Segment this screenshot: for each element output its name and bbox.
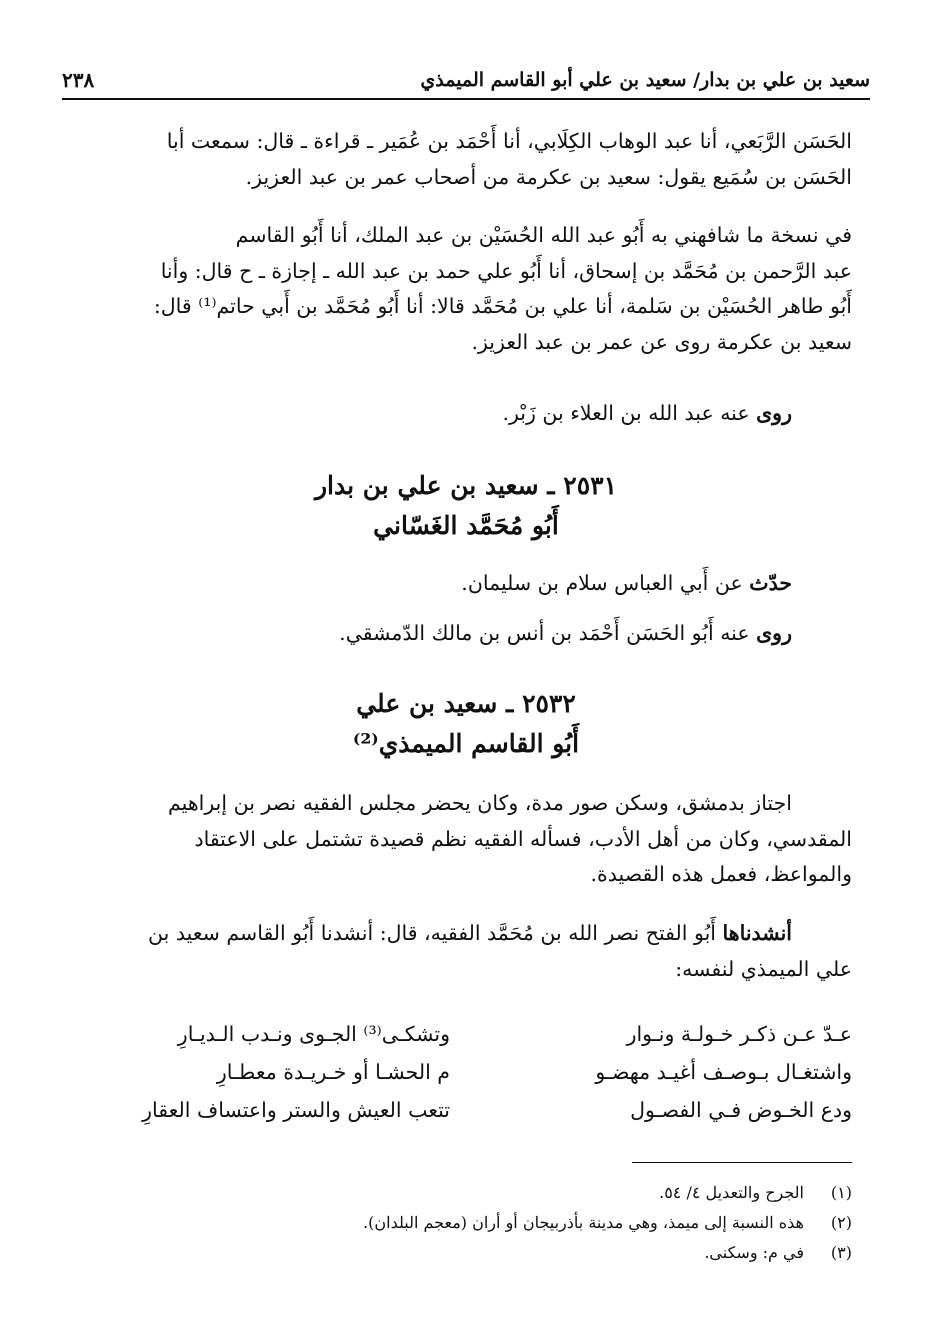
entry-2532-kunya: أَبُو القاسم الميمذي⁽²⁾ <box>352 729 580 758</box>
entry-2531-title <box>80 466 852 546</box>
entry-2532-name: ٢٥٣٢ ـ سعيد بن علي <box>356 689 576 718</box>
text-line: عبد الرَّحمن بن مُحَمَّد بن إسحاق، أنا أَبُو علي حمد بن عبد الله ـ إجازة ـ ح قال: وأنا <box>160 258 852 283</box>
footnote <box>80 1178 852 1208</box>
page-number: ٢٣٨ <box>62 68 95 92</box>
footnote-text: الجرح والتعديل ٤/ ٥٤. <box>659 1183 804 1202</box>
narration-lead: روى <box>756 621 792 645</box>
entry-2531-kunya: أَبُو مُحَمَّد الغَسّاني <box>373 511 559 540</box>
footnote-separator <box>632 1162 852 1163</box>
narration-paragraph <box>80 396 852 432</box>
text-line: في نسخة ما شافهني به أَبُو عبد الله الحُسَيْن بن عبد الملك، أنا أَبُو القاسم <box>235 223 852 247</box>
verse-first-hemistich: ودع الخـوض فـي الفصـول <box>630 1098 852 1122</box>
poem-verse <box>80 1054 852 1092</box>
entry-2531-narration <box>80 616 852 652</box>
entry-2532-biography <box>80 786 852 893</box>
verse-first-hemistich: عـدّ عـن ذكـر خـولـة ونـوار <box>626 1022 852 1046</box>
footnote-mark: (٣) <box>830 1243 852 1262</box>
text-line: الحَسَن بن سُمَيع يقول: سعيد بن عكرمة من أصحاب عمر بن عبد العزيز. <box>245 164 852 189</box>
entry-2531-hadith <box>80 566 852 602</box>
entry-2532-recital <box>80 916 852 987</box>
running-header <box>62 62 870 100</box>
entry-2531-name: ٢٥٣١ ـ سعيد بن علي بن بدار <box>314 471 618 500</box>
verse-second-hemistich: تتعب العيش والستر واعتساف العقارِ <box>142 1098 450 1122</box>
text-line: المقدسي، وكان من أهل الأدب، فسأله الفقيه نظم قصيدة تشتمل على الاعتقاد <box>194 826 852 851</box>
poem <box>80 1016 852 1130</box>
entry-2532-title <box>80 684 852 764</box>
footnote-mark: (١) <box>830 1183 852 1202</box>
text-line: الحَسَن الرَّبَعي، أنا عبد الوهاب الكِلَابي، أنا أَحْمَد بن عُمَير ـ قراءة ـ قال: سمعت أبا <box>166 129 852 153</box>
footnote <box>80 1238 852 1268</box>
text-line: علي الميمذي لنفسه: <box>675 956 852 981</box>
footnote-text: في م: وسكنى. <box>704 1243 804 1262</box>
footnote <box>80 1208 852 1238</box>
isnad-paragraph <box>80 218 852 360</box>
text-line: أَبُو طاهر الحُسَيْن بن سَلمة، أنا علي بن مُحَمَّد قالا: أنا أَبُو مُحَمَّد بن أَبي حاتم⁽¹⁾ قال: <box>153 294 852 318</box>
recital-lead: أنشدناها <box>722 921 792 945</box>
text-line: اجتاز بدمشق، وسكن صور مدة، وكان يحضر مجلس الفقيه نصر بن إبراهيم <box>168 791 792 815</box>
verse-first-hemistich: واشتغـال بـوصـف أغيـد مهضـو <box>595 1060 852 1084</box>
intro-paragraph <box>80 124 852 195</box>
narration-text: عنه أَبُو الحَسَن أَحْمَد بن أنس بن مالك الدّمشقي. <box>339 621 750 645</box>
recital-text: أَبُو الفتح نصر الله بن مُحَمَّد الفقيه، قال: أنشدنا أَبُو القاسم سعيد بن <box>148 921 716 945</box>
hadith-text: عن أَبي العباس سلام بن سليمان. <box>461 571 743 595</box>
text-line: والمواعظ، فعمل هذه القصيدة. <box>590 862 852 886</box>
text-line: سعيد بن عكرمة روى عن عمر بن عبد العزيز. <box>471 329 852 354</box>
verse-second-hemistich: وتشكـى⁽³⁾ الجـوى ونـدب الـديـارِ <box>177 1022 450 1046</box>
verse-second-hemistich: م الحشـا أو خـريـدة معطـارِ <box>216 1060 450 1084</box>
poem-verse <box>80 1016 852 1054</box>
narration-lead: روى <box>756 401 792 425</box>
hadith-lead: حدّث <box>749 571 792 595</box>
poem-verse <box>80 1092 852 1130</box>
footnotes <box>80 1178 852 1268</box>
footnote-text: هذه النسبة إلى ميمذ، وهي مدينة بأذربيجان أو أران (معجم البلدان). <box>363 1213 804 1232</box>
running-title: سعيد بن علي بن بدار/ سعيد بن علي أبو القاسم الميمذي <box>420 69 870 91</box>
footnote-mark: (٢) <box>830 1213 852 1232</box>
narration-text: عنه عبد الله بن العلاء بن زَبْر. <box>502 401 750 425</box>
